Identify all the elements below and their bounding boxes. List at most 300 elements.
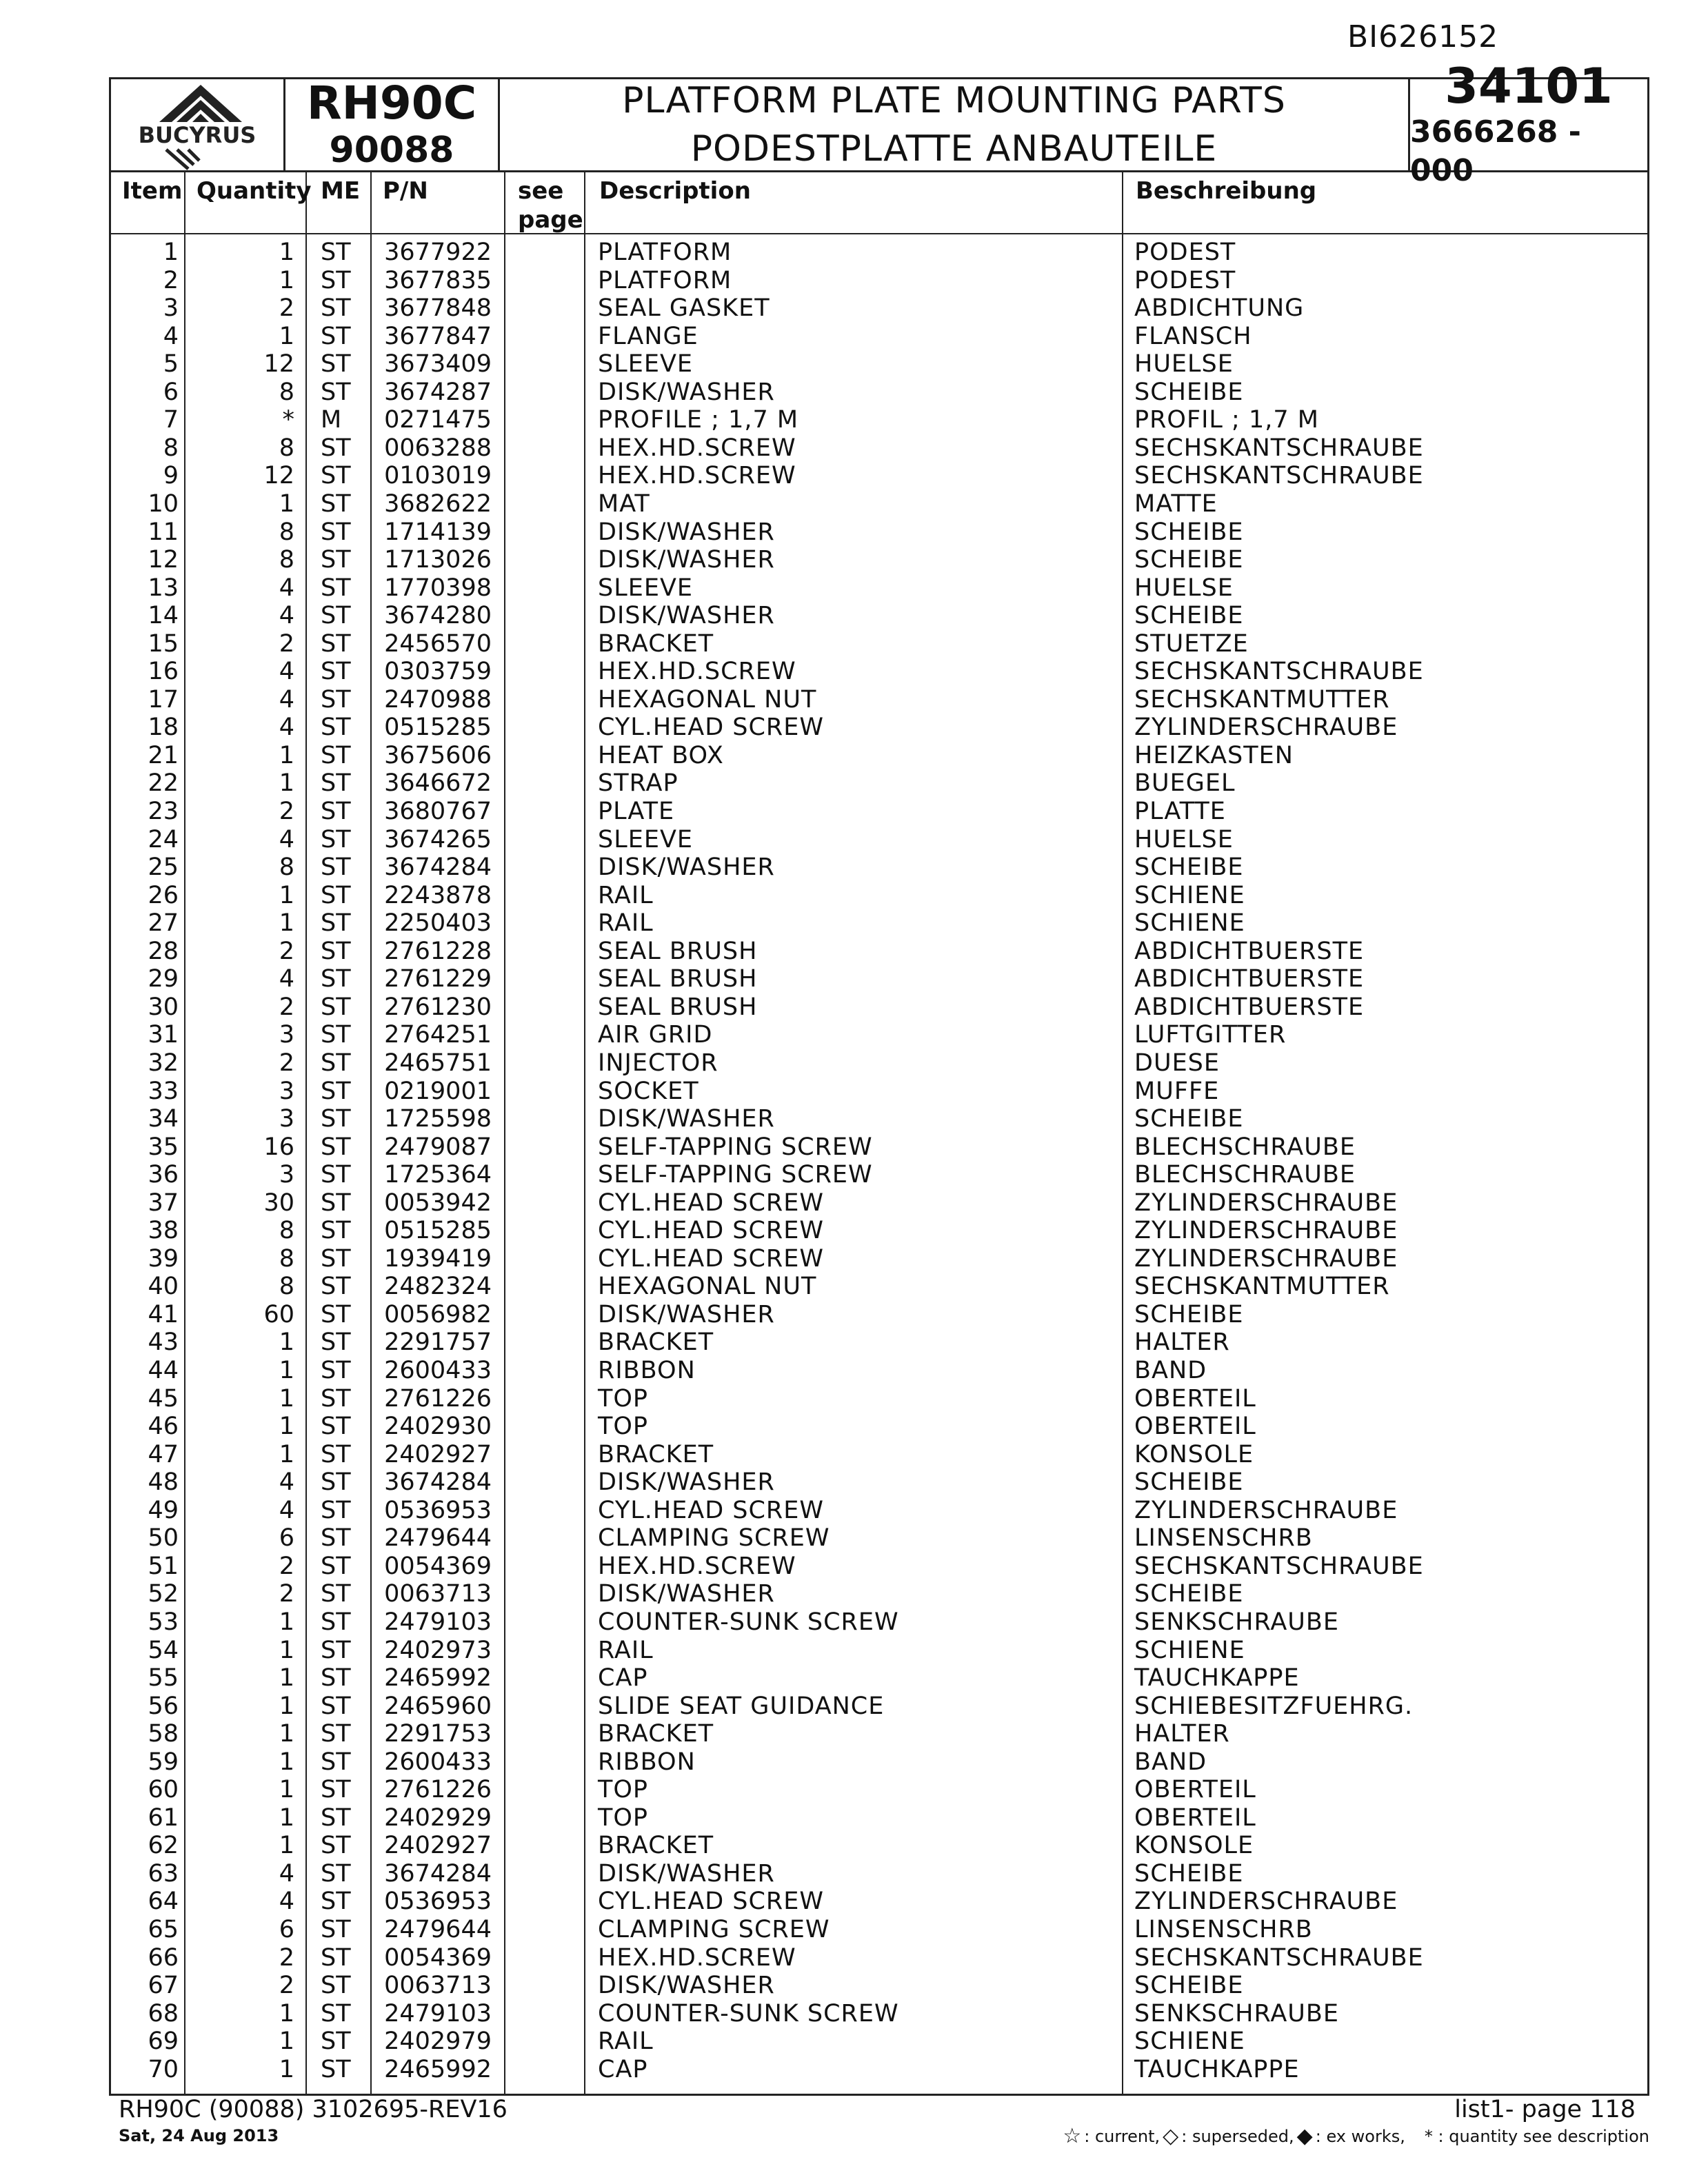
row-description: PLATFORM bbox=[598, 266, 732, 294]
diamond-outline-icon: ◇ bbox=[1163, 2124, 1179, 2148]
row-beschreibung: OBERTEIL bbox=[1134, 1384, 1256, 1413]
row-item-number: 13 bbox=[148, 574, 179, 602]
table-row bbox=[111, 1133, 1647, 1162]
row-item-number: 61 bbox=[148, 1803, 179, 1832]
group-number-cell bbox=[1410, 58, 1647, 188]
row-quantity: 1 bbox=[279, 239, 294, 266]
table-row bbox=[111, 686, 1647, 714]
col-header-page: page bbox=[518, 206, 583, 234]
row-beschreibung: ZYLINDERSCHRAUBE bbox=[1134, 1244, 1398, 1273]
row-beschreibung: FLANSCH bbox=[1134, 322, 1252, 350]
row-description: DISK/WASHER bbox=[598, 853, 775, 882]
row-unit: ST bbox=[321, 1413, 351, 1441]
row-unit: ST bbox=[321, 629, 351, 658]
row-quantity: 30 bbox=[263, 1189, 294, 1217]
row-item-number: 30 bbox=[148, 993, 179, 1021]
row-part-number: 2761228 bbox=[384, 937, 492, 965]
row-unit: ST bbox=[321, 1859, 351, 1888]
row-part-number: 2402929 bbox=[384, 1803, 492, 1832]
row-beschreibung: ABDICHTUNG bbox=[1134, 294, 1305, 323]
row-beschreibung: HUELSE bbox=[1134, 825, 1234, 853]
row-part-number: 0515285 bbox=[384, 714, 492, 742]
row-quantity: 1 bbox=[279, 1608, 294, 1636]
table-row bbox=[111, 1021, 1647, 1049]
row-beschreibung: SCHEIBE bbox=[1134, 378, 1244, 406]
row-description: RAIL bbox=[598, 2028, 654, 2056]
row-unit: ST bbox=[321, 574, 351, 602]
row-description: AIR GRID bbox=[598, 1021, 713, 1049]
row-beschreibung: OBERTEIL bbox=[1134, 1776, 1256, 1804]
row-part-number: 3677835 bbox=[384, 266, 492, 294]
row-part-number: 0515285 bbox=[384, 1217, 492, 1245]
table-row bbox=[111, 546, 1647, 574]
col-header-pn: P/N bbox=[383, 177, 428, 205]
row-part-number: 2291757 bbox=[384, 1328, 492, 1357]
table-row bbox=[111, 909, 1647, 938]
table-row bbox=[111, 1720, 1647, 1748]
row-unit: ST bbox=[321, 1972, 351, 2000]
row-unit: ST bbox=[321, 2028, 351, 2056]
row-description: DISK/WASHER bbox=[598, 546, 775, 574]
row-part-number: 2764251 bbox=[384, 1021, 492, 1049]
col-header-beschreibung: Beschreibung bbox=[1136, 177, 1317, 205]
row-part-number: 3674287 bbox=[384, 378, 492, 406]
row-item-number: 68 bbox=[148, 1999, 179, 2028]
row-beschreibung: HUELSE bbox=[1134, 574, 1234, 602]
row-item-number: 23 bbox=[148, 798, 179, 825]
row-item-number: 63 bbox=[148, 1859, 179, 1888]
row-item-number: 16 bbox=[148, 658, 179, 686]
row-description: CYL.HEAD SCREW bbox=[598, 1244, 824, 1273]
table-row bbox=[111, 938, 1647, 966]
row-part-number: 2470988 bbox=[384, 685, 492, 714]
table-row bbox=[111, 378, 1647, 407]
row-unit: ST bbox=[321, 1468, 351, 1497]
row-part-number: 2402930 bbox=[384, 1413, 492, 1441]
row-item-number: 65 bbox=[148, 1916, 179, 1943]
row-item-number: 3 bbox=[163, 294, 179, 323]
row-description: CLAMPING SCREW bbox=[598, 1524, 830, 1553]
row-unit: ST bbox=[321, 1748, 351, 1776]
table-row bbox=[111, 1748, 1647, 1777]
row-item-number: 34 bbox=[148, 1105, 179, 1133]
row-beschreibung: SCHEIBE bbox=[1134, 546, 1244, 574]
row-part-number: 2291753 bbox=[384, 1720, 492, 1748]
row-part-number: 2402927 bbox=[384, 1832, 492, 1860]
row-beschreibung: HUELSE bbox=[1134, 350, 1234, 378]
table-row bbox=[111, 1580, 1647, 1608]
row-item-number: 12 bbox=[148, 546, 179, 574]
row-item-number: 28 bbox=[148, 937, 179, 965]
row-description: SELF-TAPPING SCREW bbox=[598, 1133, 873, 1161]
row-part-number: 1939419 bbox=[384, 1244, 492, 1273]
row-unit: ST bbox=[321, 1580, 351, 1608]
row-item-number: 1 bbox=[163, 239, 179, 266]
row-description: CYL.HEAD SCREW bbox=[598, 714, 824, 742]
row-part-number: 3674284 bbox=[384, 1468, 492, 1497]
table-row bbox=[111, 1189, 1647, 1217]
row-part-number: 2465960 bbox=[384, 1692, 492, 1720]
row-beschreibung: BAND bbox=[1134, 1748, 1207, 1776]
row-item-number: 38 bbox=[148, 1217, 179, 1245]
row-quantity: 1 bbox=[279, 2055, 294, 2083]
row-unit: ST bbox=[321, 965, 351, 993]
row-quantity: 6 bbox=[279, 1524, 294, 1553]
page-header bbox=[109, 58, 1649, 188]
row-part-number: 2465751 bbox=[384, 1049, 492, 1077]
row-quantity: 1 bbox=[279, 1440, 294, 1468]
row-item-number: 4 bbox=[163, 322, 179, 350]
table-row bbox=[111, 350, 1647, 378]
table-row bbox=[111, 1078, 1647, 1106]
row-item-number: 56 bbox=[148, 1692, 179, 1720]
row-item-number: 26 bbox=[148, 881, 179, 909]
row-part-number: 2479644 bbox=[384, 1524, 492, 1553]
row-unit: ST bbox=[321, 1496, 351, 1524]
row-beschreibung: STUETZE bbox=[1134, 629, 1249, 658]
row-item-number: 39 bbox=[148, 1244, 179, 1273]
row-part-number: 0054369 bbox=[384, 1552, 492, 1580]
table-row bbox=[111, 2028, 1647, 2056]
row-quantity: 8 bbox=[279, 518, 294, 546]
header-divider bbox=[111, 233, 1647, 234]
row-unit: ST bbox=[321, 239, 351, 266]
table-row bbox=[111, 1692, 1647, 1721]
row-unit: ST bbox=[321, 266, 351, 294]
row-part-number: 3674284 bbox=[384, 1859, 492, 1888]
row-beschreibung: KONSOLE bbox=[1134, 1832, 1254, 1860]
table-row bbox=[111, 742, 1647, 770]
row-unit: ST bbox=[321, 1552, 351, 1580]
row-quantity: 2 bbox=[279, 1972, 294, 2000]
row-quantity: 4 bbox=[279, 714, 294, 742]
row-item-number: 15 bbox=[148, 629, 179, 658]
row-beschreibung: LUFTGITTER bbox=[1134, 1021, 1287, 1049]
table-row bbox=[111, 267, 1647, 295]
row-description: SLEEVE bbox=[598, 825, 694, 853]
row-beschreibung: SCHIENE bbox=[1134, 881, 1245, 909]
row-unit: ST bbox=[321, 1608, 351, 1636]
row-quantity: 1 bbox=[279, 769, 294, 798]
row-description: RAIL bbox=[598, 909, 654, 938]
row-description: SLEEVE bbox=[598, 350, 694, 378]
row-part-number: 2479644 bbox=[384, 1916, 492, 1943]
row-beschreibung: SCHIENE bbox=[1134, 1636, 1245, 1664]
col-header-quantity: Quantity bbox=[197, 177, 312, 205]
table-row bbox=[111, 1944, 1647, 1972]
table-row bbox=[111, 658, 1647, 686]
table-row bbox=[111, 294, 1647, 323]
table-row bbox=[111, 490, 1647, 518]
row-unit: ST bbox=[321, 602, 351, 630]
row-quantity: 1 bbox=[279, 741, 294, 769]
row-part-number: 2761226 bbox=[384, 1776, 492, 1804]
table-row bbox=[111, 993, 1647, 1022]
row-part-number: 3673409 bbox=[384, 350, 492, 378]
row-beschreibung: TAUCHKAPPE bbox=[1134, 2055, 1300, 2083]
table-row bbox=[111, 2000, 1647, 2028]
table-row bbox=[111, 1553, 1647, 1581]
row-item-number: 27 bbox=[148, 909, 179, 938]
table-row bbox=[111, 1637, 1647, 1665]
row-item-number: 2 bbox=[163, 266, 179, 294]
row-unit: ST bbox=[321, 658, 351, 686]
row-description: FLANGE bbox=[598, 322, 699, 350]
row-part-number: 2479103 bbox=[384, 1608, 492, 1636]
row-description: PLATFORM bbox=[598, 239, 732, 266]
row-unit: ST bbox=[321, 1916, 351, 1943]
row-quantity: 1 bbox=[279, 2028, 294, 2056]
row-item-number: 31 bbox=[148, 1021, 179, 1049]
row-unit: ST bbox=[321, 434, 351, 462]
row-unit: ST bbox=[321, 2055, 351, 2083]
row-quantity: 1 bbox=[279, 1720, 294, 1748]
row-item-number: 62 bbox=[148, 1832, 179, 1860]
row-description: SEAL BRUSH bbox=[598, 965, 758, 993]
row-beschreibung: SENKSCHRAUBE bbox=[1134, 1608, 1340, 1636]
row-description: SEAL GASKET bbox=[598, 294, 770, 323]
row-unit: ST bbox=[321, 881, 351, 909]
row-unit: ST bbox=[321, 518, 351, 546]
row-quantity: 4 bbox=[279, 658, 294, 686]
col-header-description: Description bbox=[599, 177, 751, 205]
row-quantity: 6 bbox=[279, 1916, 294, 1943]
row-item-number: 70 bbox=[148, 2055, 179, 2083]
row-description: HEX.HD.SCREW bbox=[598, 658, 796, 686]
row-item-number: 53 bbox=[148, 1608, 179, 1636]
row-beschreibung: SCHEIBE bbox=[1134, 518, 1244, 546]
table-row bbox=[111, 1413, 1647, 1441]
row-description: DISK/WASHER bbox=[598, 1859, 775, 1888]
table-row bbox=[111, 602, 1647, 630]
row-quantity: 1 bbox=[279, 1384, 294, 1413]
table-row bbox=[111, 1441, 1647, 1469]
col-header-see: see bbox=[518, 177, 564, 205]
row-item-number: 35 bbox=[148, 1133, 179, 1161]
row-beschreibung: SCHIEBESITZFUEHRG. bbox=[1134, 1692, 1414, 1720]
row-quantity: 1 bbox=[279, 1636, 294, 1664]
table-row bbox=[111, 1217, 1647, 1245]
row-quantity: 12 bbox=[263, 350, 294, 378]
row-unit: ST bbox=[321, 1273, 351, 1301]
row-unit: ST bbox=[321, 1049, 351, 1077]
row-item-number: 58 bbox=[148, 1720, 179, 1748]
row-beschreibung: TAUCHKAPPE bbox=[1134, 1664, 1300, 1692]
row-part-number: 3675606 bbox=[384, 741, 492, 769]
row-beschreibung: LINSENSCHRB bbox=[1134, 1916, 1313, 1943]
row-quantity: 1 bbox=[279, 1748, 294, 1776]
row-beschreibung: HALTER bbox=[1134, 1328, 1230, 1357]
row-description: SOCKET bbox=[598, 1077, 699, 1105]
row-quantity: 8 bbox=[279, 546, 294, 574]
row-beschreibung: LINSENSCHRB bbox=[1134, 1524, 1313, 1553]
row-part-number: 0063713 bbox=[384, 1580, 492, 1608]
table-row bbox=[111, 1804, 1647, 1832]
row-unit: ST bbox=[321, 1636, 351, 1664]
row-unit: ST bbox=[321, 350, 351, 378]
row-part-number: 2761226 bbox=[384, 1384, 492, 1413]
legend-quantity: * : quantity see description bbox=[1424, 2127, 1649, 2146]
row-quantity: 4 bbox=[279, 574, 294, 602]
row-unit: ST bbox=[321, 1524, 351, 1553]
row-description: SEAL BRUSH bbox=[598, 937, 758, 965]
row-item-number: 59 bbox=[148, 1748, 179, 1776]
table-row bbox=[111, 1888, 1647, 1916]
row-unit: ST bbox=[321, 1357, 351, 1384]
diamond-filled-icon: ◆ bbox=[1296, 2124, 1313, 2148]
table-row bbox=[111, 518, 1647, 547]
model-cell bbox=[285, 79, 500, 170]
row-part-number: 1725598 bbox=[384, 1105, 492, 1133]
row-beschreibung: ZYLINDERSCHRAUBE bbox=[1134, 1888, 1398, 1916]
row-part-number: 2479087 bbox=[384, 1133, 492, 1161]
row-part-number: 0271475 bbox=[384, 406, 492, 434]
row-unit: ST bbox=[321, 1021, 351, 1049]
row-quantity: 8 bbox=[279, 853, 294, 882]
row-beschreibung: BAND bbox=[1134, 1357, 1207, 1384]
row-item-number: 45 bbox=[148, 1384, 179, 1413]
table-row bbox=[111, 1161, 1647, 1189]
row-quantity: 1 bbox=[279, 1776, 294, 1804]
row-beschreibung: ABDICHTBUERSTE bbox=[1134, 937, 1365, 965]
title-german: PODESTPLATTE ANBAUTEILE bbox=[690, 128, 1218, 170]
row-unit: ST bbox=[321, 1217, 351, 1245]
row-description: RAIL bbox=[598, 1636, 654, 1664]
row-beschreibung: SCHEIBE bbox=[1134, 1580, 1244, 1608]
row-unit: ST bbox=[321, 378, 351, 406]
table-row bbox=[111, 882, 1647, 910]
row-quantity: 1 bbox=[279, 489, 294, 518]
row-item-number: 52 bbox=[148, 1580, 179, 1608]
row-unit: ST bbox=[321, 1328, 351, 1357]
row-quantity: 4 bbox=[279, 1859, 294, 1888]
row-unit: ST bbox=[321, 489, 351, 518]
row-part-number: 3646672 bbox=[384, 769, 492, 798]
row-description: HEX.HD.SCREW bbox=[598, 1943, 796, 1972]
row-beschreibung: SECHSKANTMUTTER bbox=[1134, 685, 1390, 714]
row-unit: ST bbox=[321, 909, 351, 938]
row-unit: ST bbox=[321, 1692, 351, 1720]
row-description: DISK/WASHER bbox=[598, 1468, 775, 1497]
row-item-number: 6 bbox=[163, 378, 179, 406]
row-description: DISK/WASHER bbox=[598, 1972, 775, 2000]
row-item-number: 22 bbox=[148, 769, 179, 798]
table-row bbox=[111, 1497, 1647, 1525]
row-unit: ST bbox=[321, 1105, 351, 1133]
star-outline-icon: ☆ bbox=[1063, 2124, 1082, 2148]
row-description: DISK/WASHER bbox=[598, 602, 775, 630]
row-unit: ST bbox=[321, 741, 351, 769]
row-description: SEAL BRUSH bbox=[598, 993, 758, 1021]
row-description: RIBBON bbox=[598, 1748, 696, 1776]
row-part-number: 2402973 bbox=[384, 1636, 492, 1664]
table-row bbox=[111, 462, 1647, 490]
row-part-number: 2761229 bbox=[384, 965, 492, 993]
row-unit: ST bbox=[321, 1077, 351, 1105]
row-beschreibung: SCHEIBE bbox=[1134, 1468, 1244, 1497]
row-description: BRACKET bbox=[598, 1720, 714, 1748]
row-unit: ST bbox=[321, 322, 351, 350]
row-part-number: 3677847 bbox=[384, 322, 492, 350]
table-row bbox=[111, 1860, 1647, 1888]
row-quantity: 2 bbox=[279, 1552, 294, 1580]
row-description: RIBBON bbox=[598, 1357, 696, 1384]
row-unit: ST bbox=[321, 1999, 351, 2028]
row-quantity: 8 bbox=[279, 378, 294, 406]
row-unit: ST bbox=[321, 1664, 351, 1692]
table-row bbox=[111, 769, 1647, 798]
part-reference: 3666268 - 000 bbox=[1410, 114, 1581, 188]
row-description: HEXAGONAL NUT bbox=[598, 685, 817, 714]
row-description: TOP bbox=[598, 1384, 649, 1413]
row-quantity: 8 bbox=[279, 434, 294, 462]
table-row bbox=[111, 1301, 1647, 1329]
row-part-number: 0219001 bbox=[384, 1077, 492, 1105]
row-beschreibung: PLATTE bbox=[1134, 798, 1226, 825]
row-unit: M bbox=[321, 406, 342, 434]
row-unit: ST bbox=[321, 1888, 351, 1916]
table-row bbox=[111, 1105, 1647, 1133]
row-quantity: 2 bbox=[279, 1049, 294, 1077]
row-item-number: 37 bbox=[148, 1189, 179, 1217]
row-description: BRACKET bbox=[598, 629, 714, 658]
row-part-number: 0056982 bbox=[384, 1300, 492, 1328]
row-description: SELF-TAPPING SCREW bbox=[598, 1161, 873, 1189]
row-quantity: 4 bbox=[279, 1888, 294, 1916]
row-unit: ST bbox=[321, 769, 351, 798]
row-quantity: 1 bbox=[279, 1357, 294, 1384]
row-beschreibung: PROFIL ; 1,7 M bbox=[1134, 406, 1319, 434]
row-quantity: 2 bbox=[279, 1580, 294, 1608]
row-item-number: 40 bbox=[148, 1273, 179, 1301]
row-beschreibung: SCHIENE bbox=[1134, 909, 1245, 938]
row-item-number: 47 bbox=[148, 1440, 179, 1468]
row-part-number: 2465992 bbox=[384, 2055, 492, 2083]
row-part-number: 0103019 bbox=[384, 462, 492, 490]
row-description: BRACKET bbox=[598, 1440, 714, 1468]
row-item-number: 67 bbox=[148, 1972, 179, 2000]
table-row bbox=[111, 1049, 1647, 1078]
logo-wordmark: BUCYRUS bbox=[138, 122, 257, 148]
row-item-number: 17 bbox=[148, 685, 179, 714]
row-item-number: 66 bbox=[148, 1943, 179, 1972]
row-part-number: 1713026 bbox=[384, 546, 492, 574]
row-item-number: 64 bbox=[148, 1888, 179, 1916]
row-part-number: 2479103 bbox=[384, 1999, 492, 2028]
row-beschreibung: SECHSKANTSCHRAUBE bbox=[1134, 462, 1424, 490]
row-beschreibung: MATTE bbox=[1134, 489, 1218, 518]
row-beschreibung: ABDICHTBUERSTE bbox=[1134, 965, 1365, 993]
title-cell bbox=[500, 79, 1410, 170]
row-item-number: 33 bbox=[148, 1077, 179, 1105]
row-beschreibung: SECHSKANTSCHRAUBE bbox=[1134, 1552, 1424, 1580]
row-description: RAIL bbox=[598, 881, 654, 909]
row-item-number: 41 bbox=[148, 1300, 179, 1328]
row-part-number: 2250403 bbox=[384, 909, 492, 938]
row-beschreibung: SCHEIBE bbox=[1134, 1972, 1244, 2000]
row-unit: ST bbox=[321, 1161, 351, 1189]
table-row bbox=[111, 798, 1647, 826]
row-beschreibung: BUEGEL bbox=[1134, 769, 1236, 798]
row-unit: ST bbox=[321, 1384, 351, 1413]
footer-date: Sat, 24 Aug 2013 bbox=[119, 2126, 279, 2145]
row-beschreibung: PODEST bbox=[1134, 266, 1236, 294]
row-description: CYL.HEAD SCREW bbox=[598, 1189, 824, 1217]
row-description: DISK/WASHER bbox=[598, 518, 775, 546]
serial-number: 90088 bbox=[329, 130, 454, 171]
row-part-number: 0054369 bbox=[384, 1943, 492, 1972]
row-item-number: 43 bbox=[148, 1328, 179, 1357]
